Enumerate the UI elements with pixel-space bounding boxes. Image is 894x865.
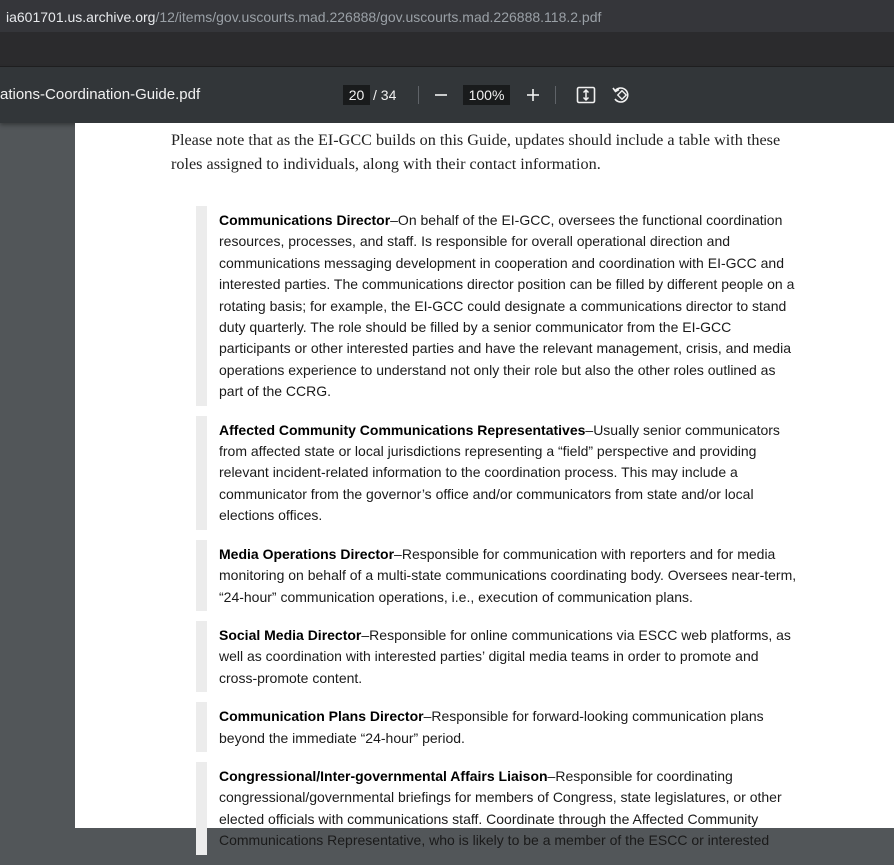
toolbar-divider bbox=[418, 86, 419, 104]
rotate-icon bbox=[611, 85, 631, 105]
zoom-out-button[interactable] bbox=[429, 83, 453, 107]
role-description: –Usually senior communicators from affected state or local jurisdictions representing a “field” perspective and providing relevant incident-related information to the coordination process. This may include a communicator from the governor’s office and/or communicators from state and/or local elections offices. bbox=[219, 421, 780, 524]
role-description: –Responsible for online communications via ESCC web platforms, as well as coordination with interested parties’ digital media teams in order to promote and cross-promote content. bbox=[219, 626, 791, 686]
zoom-out-icon bbox=[434, 88, 448, 102]
browser-bookmarks-strip bbox=[0, 32, 894, 67]
page-number-input[interactable] bbox=[343, 85, 370, 105]
url-host: ia601701.us.archive.org bbox=[6, 9, 156, 25]
role-description: –Responsible for communication with reporters and for media monitoring on behalf of a multi-state communications coordinating body. Oversees near-term, “24-hour” communication operations, i.e., execution of communication plans. bbox=[219, 545, 797, 605]
zoom-level-input[interactable] bbox=[463, 85, 510, 105]
document-title: ations-Coordination-Guide.pdf bbox=[0, 86, 201, 103]
role-title: Congressional/Inter-governmental Affairs Liaison bbox=[219, 767, 548, 784]
role-title: Communication Plans Director bbox=[219, 708, 424, 725]
role-description: –Responsible for coordinating congressional/governmental briefings for members of Congress, state legislatures, or other elected officials with communications staff. Coordinate through the Affected Community Communications Representative, who is likely to be a member of the ESCC or interested bbox=[219, 767, 782, 849]
page-total: / 34 bbox=[373, 87, 397, 103]
intro-paragraph: Please note that as the EI-GCC builds on this Guide, updates should include a table with these roles assigned to individuals, along with their contact information. bbox=[171, 131, 781, 173]
pdf-page bbox=[75, 123, 894, 849]
role-item bbox=[196, 206, 799, 406]
role-item bbox=[196, 702, 799, 752]
url-path: /12/items/gov.uscourts.mad.226888/gov.uscourts.mad.226888.118.2.pdf bbox=[155, 9, 602, 25]
role-item bbox=[196, 416, 799, 530]
roles-list bbox=[196, 206, 894, 865]
fit-to-page-button[interactable] bbox=[574, 83, 598, 107]
role-title: Communications Director bbox=[219, 212, 391, 228]
toolbar-divider bbox=[555, 86, 556, 104]
role-title: Media Operations Director bbox=[219, 545, 395, 562]
zoom-in-button[interactable] bbox=[521, 83, 545, 107]
role-description: –Responsible for forward-looking communication plans beyond the immediate “24-hour” period. bbox=[219, 708, 764, 746]
address-bar[interactable] bbox=[0, 0, 894, 32]
fit-page-icon bbox=[576, 86, 596, 104]
role-item bbox=[196, 540, 799, 611]
role-description: –On behalf of the EI-GCC, oversees the functional coordination resources, processes, and staff. Is responsible for overall operational direction and communications messaging development in cooperation and coordination with EI-GCC and interested parties. The communications director position can be filled by different people on a rotating basis; for example, the EI-GCC could designate a communications director to stand duty quarterly. The role should be filled by a senior communicator from the EI-GCC participants or other interested parties and have the relevant management, crisis, and media operations experience to understand not only their role but also the other roles outlined as part of the CCRG. bbox=[219, 212, 795, 400]
zoom-in-icon bbox=[526, 88, 540, 102]
role-item bbox=[196, 621, 799, 692]
pdf-toolbar bbox=[0, 67, 894, 123]
role-title: Affected Community Communications Representatives bbox=[219, 421, 586, 438]
rotate-button[interactable] bbox=[609, 83, 633, 107]
role-item bbox=[196, 762, 799, 855]
role-title: Social Media Director bbox=[219, 626, 362, 643]
